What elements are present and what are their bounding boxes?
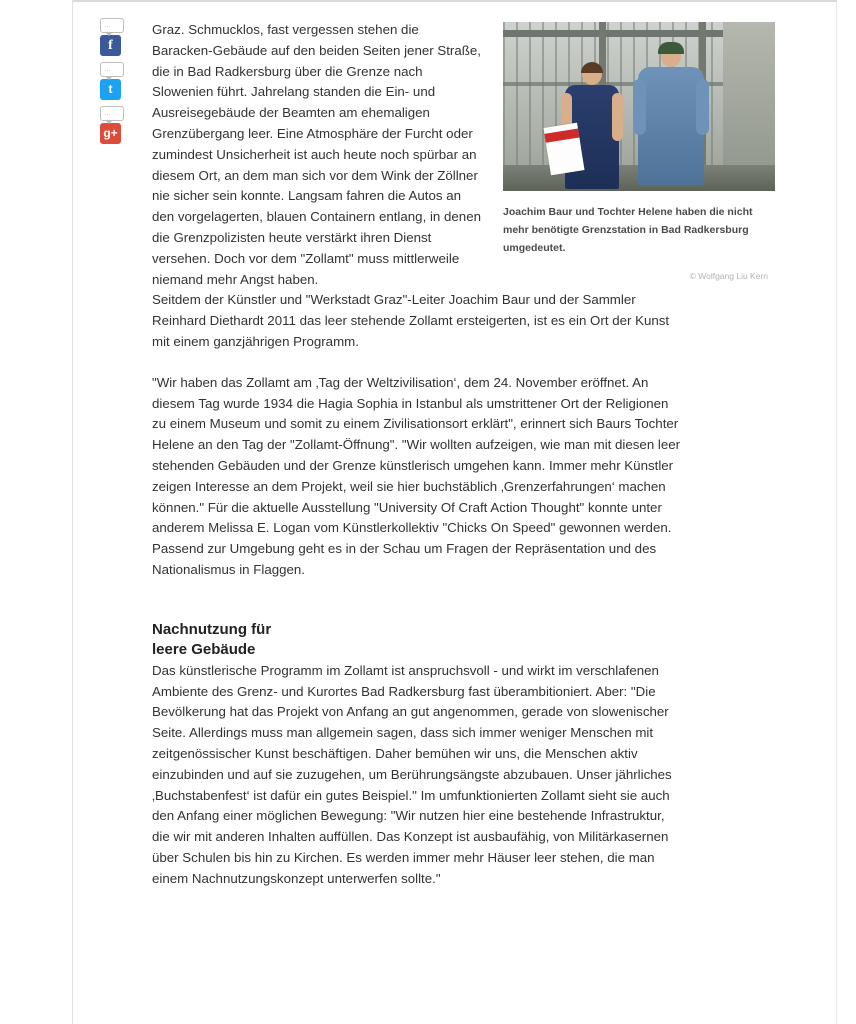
- comment-bubble-icon[interactable]: [100, 106, 124, 121]
- social-share-column: [100, 18, 136, 150]
- article-section-paragraph: Das künstlerische Programm im Zollamt ist anspruchsvoll - und wirkt im verschlafenen Ambiente des Grenz- und Kurortes Bad Radkersburg fast überambitioniert. Aber: "Die Bevölkerung hat das Projekt von Anfang an gut angenommen, gerade von slowenischer Seite. Allerdings muss man allgemein sagen, dass sich immer weniger Menschen mit zeitgenössischer Kunst beschäftigen. Daher bemühen wir uns, die Menschen aktiv einzubinden und auf sie zuzugehen, um Berührungsängste abzubauen. Unser jährliches ‚Buchstabenfest‘ ist dafür ein gutes Beispiel." Im umfunktionierten Zollamt sieht sie auch den Anfang einer möglichen Bewegung: "Wir nutzen hier eine bestehende Infrastruktur, die wir mit anderen Inhalten auffüllen. Das Konzept ist ausbaufähig, von Militärkasernen über Schulen bis hin zu Kirchen. Es werden immer mehr Häuser leer stehen, die man einem Nachnutzungskonzept unterwerfen sollte.": [152, 662, 672, 886]
- page-right-margin: [836, 0, 856, 1024]
- photo-person-arm: [696, 79, 709, 135]
- paragraph-spacer: [152, 353, 682, 373]
- share-item-facebook[interactable]: [100, 18, 136, 56]
- section-subhead-line-2: leere Gebäude: [152, 640, 256, 658]
- figure-credit: © Wolfgang Liu Kern: [689, 271, 768, 281]
- comment-bubble-icon[interactable]: [100, 62, 124, 77]
- bubble-dots-label: …: [104, 22, 112, 29]
- paragraph-spacer: [152, 601, 682, 621]
- bubble-dots-label: …: [104, 110, 112, 117]
- section-subhead-line-1: Nachnutzung für: [152, 620, 272, 638]
- article-paragraph-1: Graz. Schmucklos, fast vergessen stehen die Baracken-Gebäude auf den beiden Seiten jener Straße, die in Bad Radkersburg über die Grenze nach Slowenien führt. Jahrelang standen die Ein- und Ausreisegebäude der Beamten am ehemaligen Grenzübergang leer. Eine Atmosphäre der Furcht oder zumindest Unsicherheit ist auch heute noch spürbar an diesem Ort, an dem man sich vor dem Wink der Zöllner nie sicher sein konnte. Langsam fahren die Autos an den vorgelagerten, blauen Containern entlang, in denen die Grenzpolizisten heute verstärkt ihren Dienst versehen. Doch vor dem "Zollamt" muss mittlerweile niemand mehr Angst haben.: [152, 22, 481, 287]
- article-body: [152, 20, 682, 889]
- page-left-margin: [0, 0, 73, 1024]
- twitter-icon[interactable]: t: [100, 79, 121, 100]
- paragraph-spacer: [152, 581, 682, 601]
- facebook-icon[interactable]: f: [100, 35, 121, 56]
- bubble-dots-label: …: [104, 66, 112, 73]
- article-paragraph-3: "Wir haben das Zollamt am ‚Tag der Weltzivilisation‘, dem 24. November eröffnet. An diesem Tag wurde 1934 die Hagia Sophia in Istanbul als umstrittener Ort der Religionen zu einem Museum und somit zu einem Zivilisationsort erklärt", erinnert sich Baurs Tochter Helene an den Tag der "Zollamt-Öffnung". "Wir wollten aufzeigen, wie man mit diesen leer stehenden Gebäuden und der Grenze künstlerisch umgehen kann. Immer mehr Künstler zeigen Interesse an dem Projekt, weil sie hier buchstäblich ‚Grenzerfahrungen‘ machen können." Für die aktuelle Ausstellung "University Of Craft Action Thought" konnte unter anderem Melissa E. Logan vom Künstlerkollektiv "Chicks On Speed" gewonnen werden. Passend zur Umgebung geht es in der Schau um Fragen der Repräsentation und des Nationalismus in Flaggen.: [152, 374, 681, 577]
- top-divider: [73, 0, 837, 2]
- googleplus-icon[interactable]: g+: [100, 123, 121, 144]
- article-paragraph-2: Seitdem der Künstler und "Werkstadt Graz"-Leiter Joachim Baur und der Sammler Reinhard Diethardt 2011 das leer stehende Zollamt ersteigerten, ist es ein Ort der Kunst mit einem ganzjährigen Programm.: [152, 292, 670, 349]
- share-item-googleplus[interactable]: [100, 106, 136, 144]
- comment-bubble-icon[interactable]: [100, 18, 124, 33]
- share-item-twitter[interactable]: [100, 62, 136, 100]
- figure-caption: Joachim Baur und Tochter Helene haben die nicht mehr benötigte Grenzstation in Bad Radkersburg umgedeutet.: [503, 206, 753, 254]
